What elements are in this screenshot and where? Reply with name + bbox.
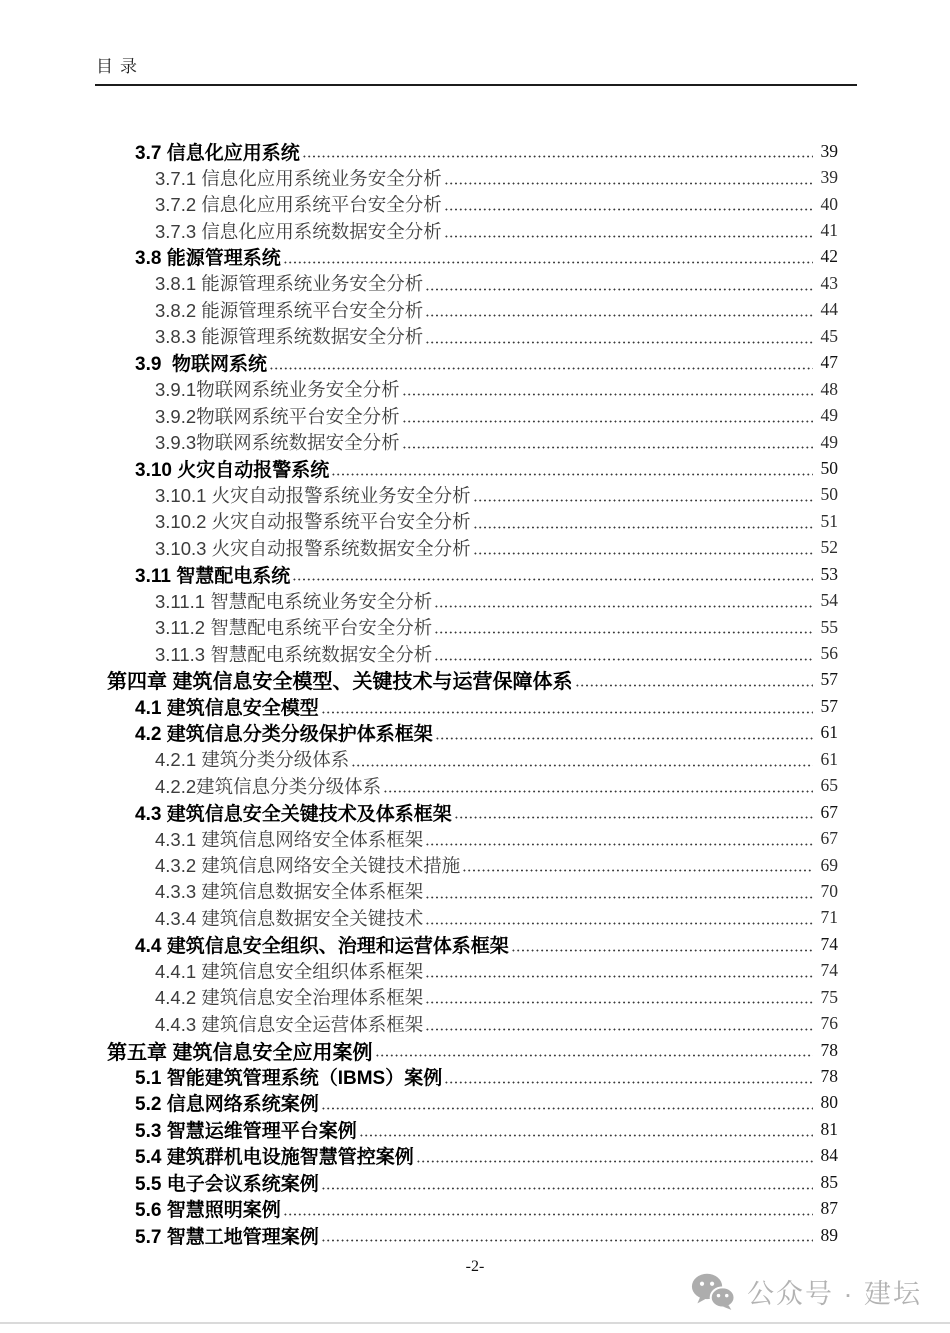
toc-entry-page: 53 — [820, 563, 838, 584]
toc-entry-label: 4.2.2建筑信息分类分级体系 — [155, 775, 382, 797]
toc-entry-label: 4.4.1 建筑信息安全组织体系框架 — [155, 960, 424, 982]
toc-entry-label: 3.10 火灾自动报警系统 — [135, 459, 330, 481]
toc-entry-label: 5.4 建筑群机电设施智慧管控案例 — [135, 1147, 414, 1169]
toc-entry-page: 78 — [820, 1066, 838, 1087]
toc-entry-label: 3.10.1 火灾自动报警系统业务安全分析 — [155, 484, 471, 506]
toc-entry-page: 45 — [820, 325, 838, 346]
toc-entry-label: 4.3 建筑信息安全关键技术及体系框架 — [135, 803, 452, 825]
toc-entry — [107, 852, 838, 878]
dot-leader — [575, 683, 813, 688]
toc-entry — [107, 270, 838, 296]
toc-entry-page: 76 — [820, 1013, 838, 1034]
toc-entry-label: 5.6 智慧照明案例 — [135, 1200, 281, 1222]
toc-entry-label: 4.4 建筑信息安全组织、治理和运营体系框架 — [135, 935, 509, 957]
toc-entry — [107, 693, 838, 719]
toc-entry — [107, 958, 838, 984]
toc-entry-page: 71 — [820, 907, 838, 928]
toc-entry — [107, 350, 838, 376]
toc-entry-label: 3.9.2物联网系统平台安全分析 — [155, 405, 400, 427]
toc-entry-label: 5.1 智能建筑管理系统（IBMS）案例 — [135, 1068, 443, 1090]
toc-entry-label: 3.8 能源管理系统 — [135, 248, 281, 270]
dot-leader — [444, 181, 813, 186]
toc-entry — [107, 905, 838, 931]
toc-entry-label: 3.9.3物联网系统数据安全分析 — [155, 432, 400, 454]
toc-entry — [107, 217, 838, 243]
toc-entry-page: 87 — [820, 1198, 838, 1219]
dot-leader — [434, 630, 813, 635]
toc-entry — [107, 508, 838, 534]
toc-entry — [107, 1143, 838, 1169]
toc-entry-label: 3.8.3 能源管理系统数据安全分析 — [155, 326, 424, 348]
dot-leader — [425, 842, 813, 847]
toc-entry — [107, 323, 838, 349]
toc-entry — [107, 878, 838, 904]
toc-entry-page: 74 — [820, 960, 838, 981]
dot-leader — [473, 525, 813, 530]
toc-entry — [107, 244, 838, 270]
toc-entry-page: 47 — [820, 352, 838, 373]
toc-entry — [107, 720, 838, 746]
dot-leader — [444, 234, 813, 239]
toc-entry-page: 48 — [820, 378, 838, 399]
toc-entry-page: 55 — [820, 616, 838, 637]
dot-leader — [425, 1027, 813, 1032]
dot-leader — [359, 1133, 813, 1138]
toc-entry-label: 5.5 电子会议系统案例 — [135, 1173, 319, 1195]
toc-entry-label: 4.3.1 建筑信息网络安全体系框架 — [155, 828, 424, 850]
toc-entry-page: 56 — [820, 643, 838, 664]
toc-entry-page: 57 — [820, 669, 838, 690]
toc-entry-label: 第五章 建筑信息安全应用案例 — [107, 1041, 373, 1064]
toc-entry-page: 42 — [820, 246, 838, 267]
toc-entry — [107, 614, 838, 640]
toc-entry-page: 78 — [820, 1039, 838, 1060]
toc-entry-page: 43 — [820, 272, 838, 293]
toc-entry-label: 3.8.2 能源管理系统平台安全分析 — [155, 299, 424, 321]
toc-entry — [107, 191, 838, 217]
toc-entry-label: 4.2 建筑信息分类分级保护体系框架 — [135, 724, 433, 746]
dot-leader — [331, 472, 813, 477]
dot-leader — [462, 868, 813, 873]
dot-leader — [321, 710, 813, 715]
toc-entry-label: 5.7 智慧工地管理案例 — [135, 1226, 319, 1248]
toc-entry — [107, 561, 838, 587]
toc-entry-label: 3.10.3 火灾自动报警系统数据安全分析 — [155, 537, 471, 559]
toc-entry-page: 67 — [820, 801, 838, 822]
toc-entry-label: 3.11.2 智慧配电系统平台安全分析 — [155, 617, 433, 639]
toc-entry-label: 4.4.2 建筑信息安全治理体系框架 — [155, 987, 424, 1009]
toc-entry-page: 44 — [820, 299, 838, 320]
toc-entry-page: 65 — [820, 775, 838, 796]
dot-leader — [454, 815, 813, 820]
toc-entry-page: 69 — [820, 854, 838, 875]
toc-entry — [107, 1116, 838, 1142]
toc-entry — [107, 825, 838, 851]
toc-entry — [107, 1090, 838, 1116]
toc-entry-page: 50 — [820, 457, 838, 478]
toc-entry-label: 3.11.3 智慧配电系统数据安全分析 — [155, 643, 433, 665]
dot-leader — [425, 895, 813, 900]
toc-entry — [107, 746, 838, 772]
toc-entry-page: 81 — [820, 1118, 838, 1139]
toc-entry — [107, 1010, 838, 1036]
toc-entry-page: 39 — [820, 167, 838, 188]
dot-leader — [321, 1186, 813, 1191]
toc-entry-label: 3.11 智慧配电系统 — [135, 565, 291, 587]
toc-entry-label: 3.11.1 智慧配电系统业务安全分析 — [155, 590, 433, 612]
toc-entry-label: 4.3.3 建筑信息数据安全体系框架 — [155, 881, 424, 903]
toc-entry-page: 51 — [820, 510, 838, 531]
toc-entry-label: 3.7.1 信息化应用系统业务安全分析 — [155, 167, 442, 189]
toc-entry — [107, 1037, 838, 1063]
dot-leader — [425, 921, 813, 926]
dot-leader — [425, 1000, 813, 1005]
dot-leader — [375, 1053, 813, 1058]
dot-leader — [444, 1080, 813, 1085]
dot-leader — [434, 657, 813, 662]
dot-leader — [292, 577, 813, 582]
toc-entry-page: 52 — [820, 537, 838, 558]
toc-entry-label: 4.1 建筑信息安全模型 — [135, 697, 319, 719]
toc-entry — [107, 1222, 838, 1248]
toc-entry-label: 4.3.4 建筑信息数据安全关键技术 — [155, 907, 424, 929]
toc-entry — [107, 482, 838, 508]
wechat-icon — [691, 1273, 735, 1310]
toc-entry-page: 50 — [820, 484, 838, 505]
toc-list — [107, 138, 838, 1248]
toc-entry-page: 80 — [820, 1092, 838, 1113]
toc-entry-page: 40 — [820, 193, 838, 214]
header-rule — [95, 84, 857, 86]
toc-entry — [107, 1063, 838, 1089]
toc-entry-label: 4.2.1 建筑分类分级体系 — [155, 749, 350, 771]
toc-entry-page: 49 — [820, 431, 838, 452]
toc-entry — [107, 773, 838, 799]
toc-entry — [107, 931, 838, 957]
toc-entry — [107, 535, 838, 561]
page-header-title: 目录 — [96, 57, 144, 76]
toc-entry-page: 49 — [820, 405, 838, 426]
dot-leader — [416, 1159, 813, 1164]
watermark-text: 公众号 · 建坛 — [747, 1279, 922, 1309]
toc-entry-label: 4.3.2 建筑信息网络安全关键技术措施 — [155, 855, 461, 877]
footer-page-number: -2- — [465, 1258, 485, 1275]
dot-leader — [402, 419, 813, 424]
dot-leader — [321, 1238, 813, 1243]
dot-leader — [402, 445, 813, 450]
watermark — [691, 1272, 922, 1311]
toc-entry — [107, 164, 838, 190]
toc-entry-page: 70 — [820, 880, 838, 901]
toc-entry-label: 3.9 物联网系统 — [135, 354, 267, 376]
dot-leader — [425, 287, 813, 292]
dot-leader — [435, 736, 813, 741]
dot-leader — [425, 974, 813, 979]
toc-entry — [107, 667, 838, 693]
toc-entry-label: 第四章 建筑信息安全模型、关键技术与运营保障体系 — [107, 671, 573, 694]
dot-leader — [383, 789, 813, 794]
toc-entry-page: 75 — [820, 986, 838, 1007]
dot-leader — [351, 763, 813, 768]
toc-entry-label: 3.7 信息化应用系统 — [135, 142, 300, 164]
toc-entry — [107, 587, 838, 613]
dot-leader — [283, 1212, 813, 1217]
toc-entry — [107, 455, 838, 481]
dot-leader — [269, 366, 813, 371]
toc-entry — [107, 429, 838, 455]
dot-leader — [434, 604, 813, 609]
toc-entry — [107, 1196, 838, 1222]
toc-entry-label: 5.2 信息网络系统案例 — [135, 1094, 319, 1116]
dot-leader — [511, 948, 813, 953]
dot-leader — [473, 551, 813, 556]
toc-entry-label: 3.8.1 能源管理系统业务安全分析 — [155, 273, 424, 295]
toc-entry — [107, 138, 838, 164]
bottom-rule — [0, 1322, 950, 1324]
toc-entry-label: 3.9.1物联网系统业务安全分析 — [155, 379, 400, 401]
toc-entry-page: 85 — [820, 1171, 838, 1192]
toc-entry — [107, 1169, 838, 1195]
toc-entry-label: 4.4.3 建筑信息安全运营体系框架 — [155, 1013, 424, 1035]
dot-leader — [473, 498, 813, 503]
toc-entry-page: 67 — [820, 828, 838, 849]
dot-leader — [283, 260, 813, 265]
toc-entry-page: 39 — [820, 140, 838, 161]
dot-leader — [425, 340, 813, 345]
dot-leader — [302, 154, 813, 159]
dot-leader — [425, 313, 813, 318]
toc-entry — [107, 402, 838, 428]
dot-leader — [321, 1106, 813, 1111]
toc-entry-label: 5.3 智慧运维管理平台案例 — [135, 1120, 357, 1142]
toc-entry-label: 3.10.2 火灾自动报警系统平台安全分析 — [155, 511, 471, 533]
toc-entry-page: 61 — [820, 722, 838, 743]
toc-entry — [107, 984, 838, 1010]
toc-entry — [107, 297, 838, 323]
toc-entry-label: 3.7.3 信息化应用系统数据安全分析 — [155, 220, 442, 242]
toc-entry — [107, 640, 838, 666]
toc-entry-page: 74 — [820, 933, 838, 954]
dot-leader — [444, 207, 813, 212]
toc-entry-page: 41 — [820, 220, 838, 241]
toc-entry-page: 84 — [820, 1145, 838, 1166]
toc-entry — [107, 376, 838, 402]
toc-entry-label: 3.7.2 信息化应用系统平台安全分析 — [155, 194, 442, 216]
toc-entry-page: 54 — [820, 590, 838, 611]
toc-entry-page: 57 — [820, 695, 838, 716]
toc-entry-page: 61 — [820, 748, 838, 769]
toc-entry-page: 89 — [820, 1224, 838, 1245]
dot-leader — [402, 392, 813, 397]
toc-entry — [107, 799, 838, 825]
